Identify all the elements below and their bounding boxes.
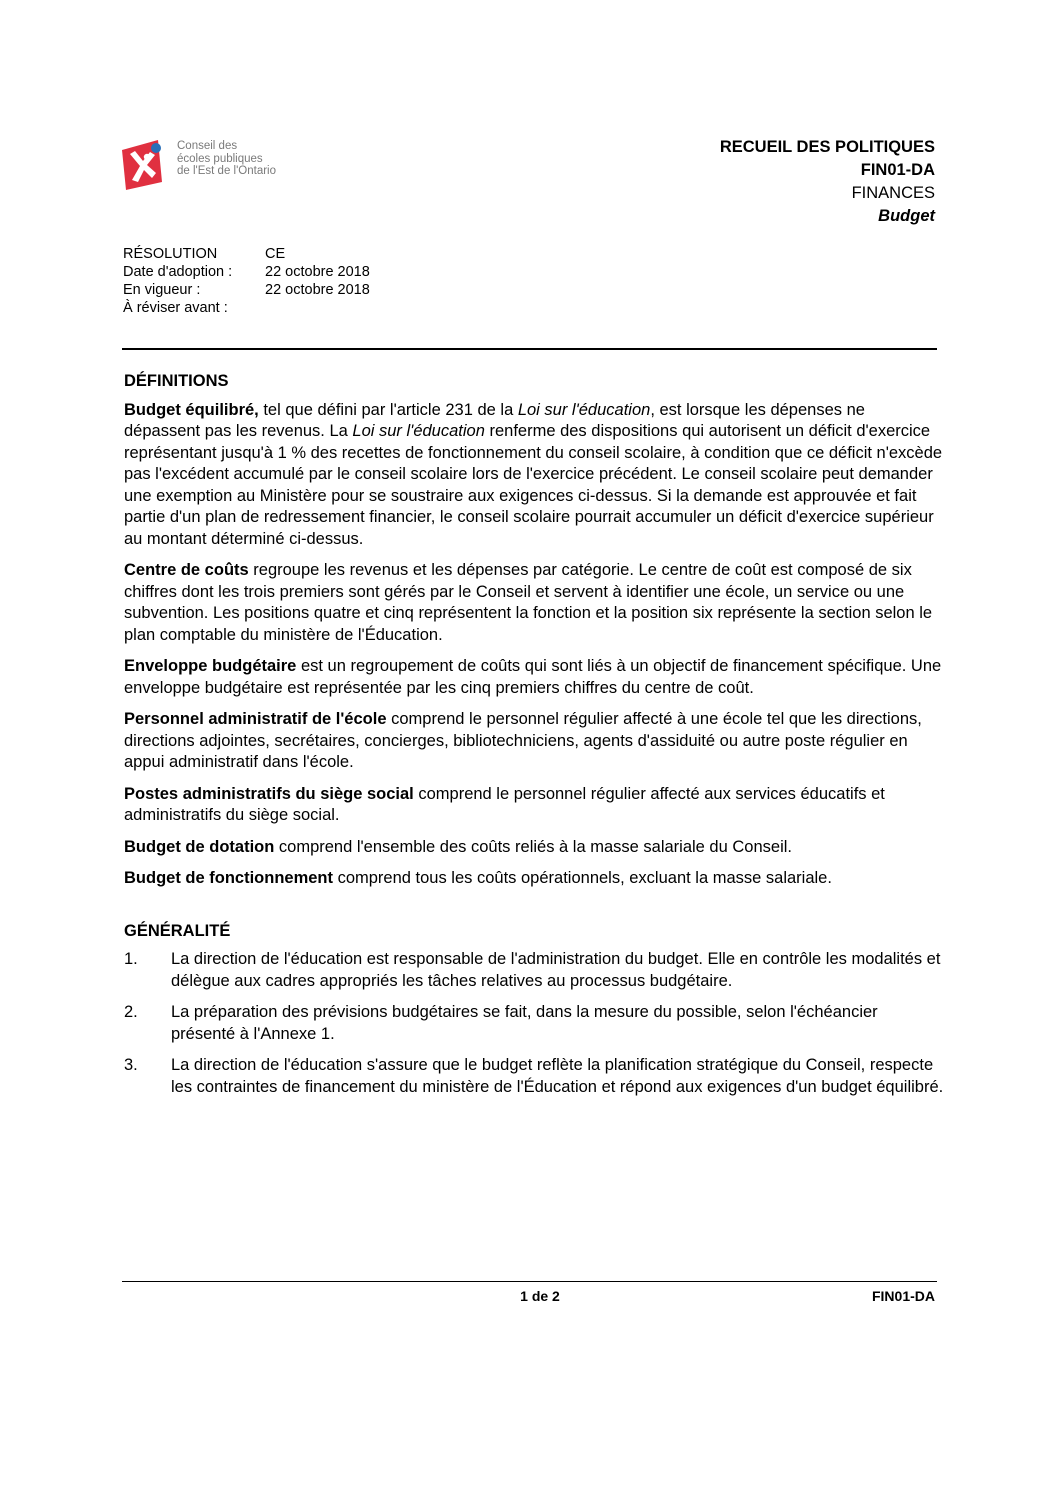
- definition-text: regroupe les revenus et les dépenses par catégorie. Le centre de coût est composé de six chiffres dont les trois premiers sont gérés par le Conseil et servent à identifier une école, un service ou une subvention. Les positions quatre et cinq représentent la fonction et la position six représente la section selon le plan comptable du ministère de l'Éducation.: [124, 561, 933, 644]
- definition-text: comprend le personnel régulier affecté à une école tel que les directions, directions adjointes, secrétaires, concierges, bibliotechniciens, agents d'assiduité ou autre poste régulier en appui administratif dans l'école.: [124, 710, 922, 771]
- page-number: 1 de 2: [520, 1288, 560, 1304]
- item-number: 3.: [124, 1056, 138, 1074]
- meta-label: À réviser avant :: [123, 300, 228, 316]
- definition-text: comprend le personnel régulier affecté aux services éducatifs et administratifs du siège social.: [124, 784, 885, 824]
- definition-text: comprend l'ensemble des coûts reliés à la masse salariale du Conseil.: [274, 837, 792, 856]
- meta-label: RÉSOLUTION: [123, 246, 218, 262]
- meta-row: [123, 281, 370, 299]
- law-citation: Loi sur l'éducation: [517, 400, 651, 419]
- definition-term: Budget de fonctionnement: [124, 869, 333, 887]
- item-number: 2.: [124, 1003, 138, 1021]
- meta-label: Date d'adoption :: [123, 264, 233, 280]
- policy-title: Budget: [878, 207, 935, 225]
- list-item: [124, 1055, 944, 1098]
- header-divider: [122, 348, 937, 350]
- logo-line: écoles publiques: [177, 152, 263, 165]
- definition-paragraph: [124, 709, 944, 774]
- policy-category: FINANCES: [851, 184, 935, 202]
- definition-text: renferme des dispositions qui autorisent un déficit d'exercice représentant jusqu'à 1 % des recettes de fonctionnement du conseil scolaire, à condition que ce déficit n'excède pas l'excédent accumulé par le conseil scolaire lors de l'exercice précédent. Le conseil scolaire peut demander une exemption au Ministère pour se soustraire aux exigences ci-dessus. Si la demande est approuvée et fait partie d'un plan de redressement financier, le conseil scolaire pourrait accumuler un déficit d'exercice supérieur au montant déterminé ci-dessus.: [124, 422, 943, 548]
- meta-label: En vigueur :: [123, 282, 201, 298]
- definition-term: Personnel administratif de l'école: [124, 710, 387, 728]
- generalite-heading: GÉNÉRALITÉ: [124, 921, 231, 940]
- resolution-info: [123, 245, 370, 317]
- meta-value: 22 octobre 2018: [265, 282, 370, 298]
- definition-paragraph: [124, 656, 944, 699]
- document-header: [720, 136, 935, 228]
- definition-term: Enveloppe budgétaire: [124, 657, 297, 675]
- definition-paragraph: [124, 560, 944, 646]
- meta-value: CE: [265, 246, 286, 262]
- list-item: [124, 1002, 944, 1045]
- definition-term: Budget de dotation: [124, 837, 275, 856]
- logo-text: [177, 140, 276, 178]
- item-number: 1.: [124, 950, 138, 968]
- definition-paragraph: [124, 868, 944, 890]
- logo-line: de l'Est de l'Ontario: [177, 165, 276, 177]
- definition-text: est un regroupement de coûts qui sont liés à un objectif de financement spécifique. Une enveloppe budgétaire est représentée par les cinq premiers chiffres du centre de coût.: [124, 657, 942, 697]
- definition-text: comprend tous les coûts opérationnels, excluant la masse salariale.: [333, 869, 832, 887]
- logo-line: Conseil des: [177, 140, 238, 152]
- logo-mark-icon: [122, 138, 172, 190]
- item-text: La direction de l'éducation s'assure que le budget reflète la planification stratégique du Conseil, respecte les contraintes de financement du ministère de l'Éducation et répond aux exigences d'un budget équilibré.: [171, 1056, 944, 1096]
- definition-term: Budget équilibré,: [124, 400, 259, 419]
- definitions-heading: DÉFINITIONS: [124, 372, 229, 390]
- item-text: La préparation des prévisions budgétaires se fait, dans la mesure du possible, selon l'échéancier présenté à l'Annexe 1.: [171, 1003, 878, 1043]
- policy-code: FIN01-DA: [860, 161, 935, 179]
- definition-paragraph: [124, 400, 944, 551]
- item-text: La direction de l'éducation est responsable de l'administration du budget. Elle en contrôle les modalités et délègue aux cadres appropriés les tâches relatives au processus budgétaire.: [171, 950, 941, 990]
- meta-row: [123, 245, 370, 263]
- document-body: [124, 371, 944, 1108]
- definition-paragraph: [124, 837, 944, 859]
- list-item: [124, 949, 944, 992]
- definition-text: tel que défini par l'article 231 de la: [258, 400, 518, 419]
- collection-title: RECUEIL DES POLITIQUES: [719, 138, 935, 156]
- definition-term: Postes administratifs du siège social: [124, 784, 414, 803]
- definition-term: Centre de coûts: [124, 561, 249, 579]
- meta-value: 22 octobre 2018: [265, 264, 370, 280]
- meta-row: [123, 299, 370, 317]
- definition-text: , est lorsque les dépenses ne dépassent pas les revenus. La: [124, 400, 865, 440]
- footer-divider: [122, 1281, 937, 1282]
- law-citation: Loi sur l'éducation: [352, 422, 485, 440]
- meta-row: [123, 263, 370, 281]
- definition-paragraph: [124, 784, 944, 827]
- organization-logo: [122, 138, 292, 194]
- footer-policy-code: FIN01-DA: [871, 1288, 935, 1304]
